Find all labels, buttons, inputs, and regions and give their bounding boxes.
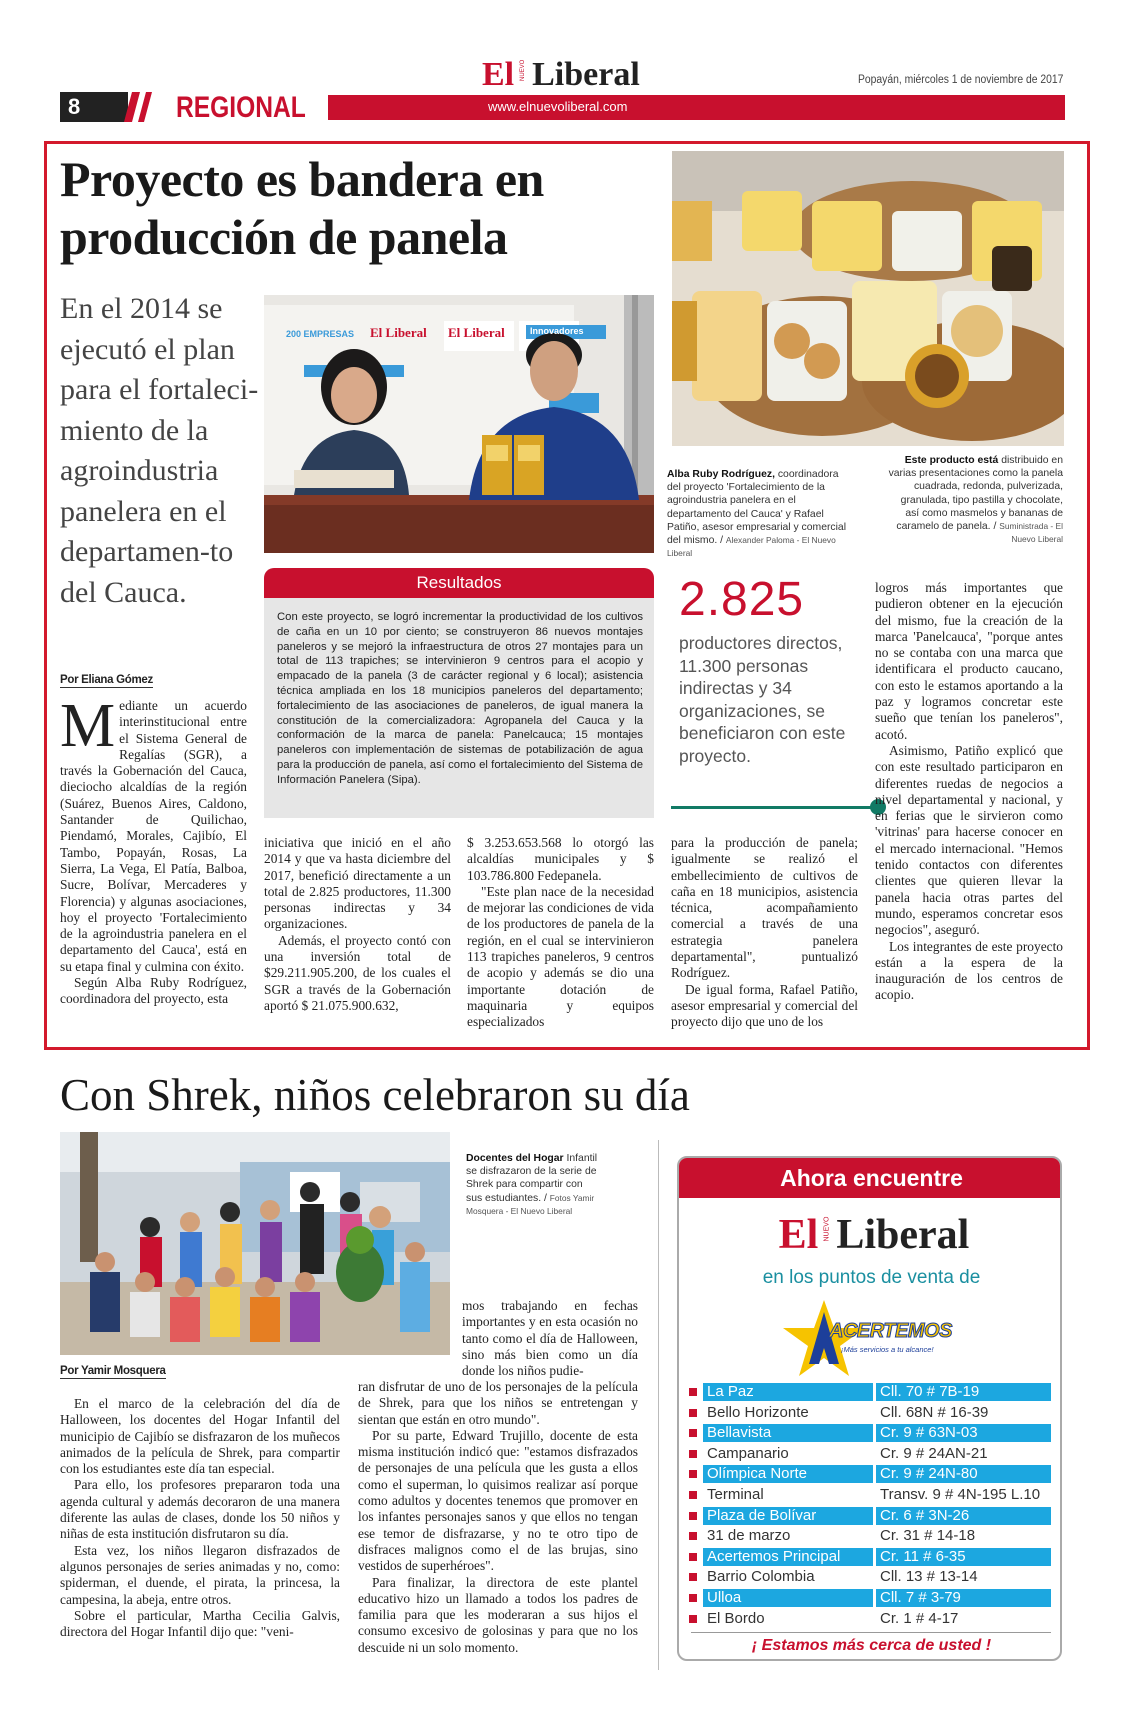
bullet-icon: [689, 1409, 697, 1417]
bullet-icon: [689, 1573, 697, 1581]
article-1-p8: De igual forma, Rafael Patiño, asesor empresarial y comercial del proyecto dijo que uno de los: [671, 981, 858, 1030]
caption-3-credit: Fotos Yamir Mosquera - El Nuevo Liberal: [466, 1192, 595, 1216]
bullet-icon: [689, 1512, 697, 1520]
bullet-icon: [689, 1450, 697, 1458]
locations-list: [687, 1382, 1053, 1629]
article-1-byline: Por Eliana Gómez: [60, 674, 153, 686]
article-1-col-5: [875, 580, 1063, 1004]
acertemos-wordmark: ACERTEMOS: [829, 1320, 952, 1342]
stat-rule: [671, 806, 871, 809]
ad-footer: ¡ Estamos más cerca de usted !: [751, 1637, 992, 1654]
ad-title: Ahora encuentre: [780, 1165, 963, 1191]
caption-1-text: coordinadora del proyecto 'Fortalecimiento de la agroindustria panelera en el departamento del Cauca' y Rafael Patiño, asesor empresarial y comercial del mismo. /: [667, 469, 847, 547]
location-row: [687, 1609, 1053, 1630]
caption-1-lead: Alba Ruby Rodríguez,: [667, 469, 775, 480]
article-2-p5: mos trabajando en fechas importantes y en esta ocasión no tanto como el día de Halloween, sino más bien como un día donde los niños pudie-: [462, 1298, 638, 1379]
location-row: [687, 1485, 1053, 1506]
article-1-deck: En el 2014 se ejecutó el plan para el fortaleci-miento de la agroindustria panelera en el departamen-to del Cauca.: [60, 292, 259, 609]
location-row: [687, 1567, 1053, 1588]
caption-2-text: distribuido en varias presentaciones como la panela cuadrada, redonda, pulverizada, granulada, tipo pastilla y chocolate, así como masmelos y bananas de caramelo de panela. /: [888, 455, 1063, 533]
header-red-bar: [328, 95, 1065, 120]
logo: [482, 58, 640, 94]
photo-panela-products: [672, 151, 1064, 446]
logo-nuevo: NUEVO: [520, 59, 527, 81]
bullet-icon: [689, 1553, 697, 1561]
article-1-col-4: [671, 835, 858, 1031]
photo-2-caption: [888, 454, 1063, 546]
caption-3-lead: Docentes del Hogar: [466, 1153, 564, 1164]
article-2-col-2-top: [462, 1298, 638, 1379]
section-title: REGIONAL: [176, 91, 306, 124]
results-box: [264, 568, 654, 818]
article-2-p8: Para finalizar, la directora de este plantel educativo hizo un llamado a todos los padres de familia para que les moderaran a sus hijos el consumo excesivo de golosinas y para que no los descuide ni un solo momento.: [358, 1574, 638, 1655]
article-1-p3: iniciativa que inició en el año 2014 y que va hasta diciembre del 2017, benefició directamente a un total de 2.825 productores, 11.300 personas indirectas y 34 organizaciones.: [264, 835, 451, 932]
article-1-headline: Proyecto es bandera en producción de panela: [60, 151, 544, 265]
location-row: [687, 1382, 1053, 1403]
location-address: Cr. 6 # 3N-26: [876, 1507, 1051, 1525]
photo-sign-4: Innovadores: [530, 326, 584, 336]
acertemos-tagline: ¡Más servicios a tu alcance!: [841, 1345, 934, 1354]
location-name: 31 de marzo: [707, 1527, 791, 1545]
bullet-icon: [689, 1594, 697, 1602]
location-address: Cr. 31 # 14-18: [880, 1527, 976, 1545]
bullet-icon: [689, 1470, 697, 1478]
location-address: Transv. 9 # 4N-195 L.10: [880, 1485, 1041, 1503]
caption-1-credit: Alexander Paloma - El Nuevo Liberal: [667, 535, 836, 559]
ad-list-rule: [691, 1632, 1051, 1633]
results-text: Con este proyecto, se logró incrementar la productividad de los cultivos de caña en un 10 por ciento; se construyeron 86 nuevos montajes paneleros y se mejoró la infraestructura de otros 27 montajes para un total de 113 trapiches; se intervinieron 9 centros para el acopio y empacado de la panela (3 de carácter regional y 6 local); asistencia técnica ampliada en los 18 municipios paneleros del departamento; fortalecimiento de las asociaciones de paneleros, de igual manera la constitución de la comercializadora: Agropanela del Cauca y la conformación de la marca de panela: Panelcauca; 15 montajes paneleros con implementación de sistemas de potabilización de agua para la producción de panela, así como el fortalecimiento del Sistema de Información Panelera (Sipa).: [277, 611, 643, 786]
location-row: [687, 1444, 1053, 1465]
photo-sign-3: El Liberal: [448, 325, 505, 340]
location-address: Cll. 70 # 7B-19: [876, 1383, 1051, 1401]
article-1-p10: Asimismo, Patiño explicó que con este resultado participaron en diferentes ruedas de negocios a nivel departamental y nacional, y en ferias que le sirvieron como 'vitrinas' para hacerse conocer en el mercado internacional. "Hemos tenido contactos con diferentes clientes que quieren llevar la panela hacia otras partes del mundo, esperamos concretar esos negocios", aseguró.: [875, 742, 1063, 938]
article-1-p11: Los integrantes de este proyecto están a la espera de la inauguración de los centros de acopio.: [875, 938, 1063, 1003]
article-1-p6: "Este plan nace de la necesidad de mejorar las condiciones de vida de los productores de panela de la región, en el cual se intervinieron 113 trapiches paneleros, 9 centros de acopio y además se dio una importante dotación de maquinaria y equipos especializados: [467, 883, 654, 1030]
logo-liberal: Liberal: [532, 56, 640, 93]
ad-subtitle: en los puntos de venta de: [762, 1267, 981, 1288]
location-name: Campanario: [707, 1444, 789, 1462]
location-name: El Bordo: [707, 1609, 765, 1627]
stat-text: productores directos, 11.300 personas indirectas y 34 organizaciones, se beneficiaron con este proyecto.: [679, 633, 846, 766]
caption-3-text: Infantil se disfrazaron de la serie de Shrek para compartir con sus estudiantes. /: [466, 1153, 598, 1204]
acertemos-logo: [779, 1298, 979, 1378]
bullet-icon: [689, 1532, 697, 1540]
location-address: Cll. 7 # 3-79: [876, 1589, 1051, 1607]
article-2-p2: Para ello, los profesores prepararon toda una agenda cultural y además decoraron de una manera diferente las aulas de clases, donde los 50 niños y niñas de esta institución disfrutaron su día.: [60, 1477, 340, 1542]
page-number: 8: [68, 94, 81, 119]
column-divider: [658, 1140, 659, 1670]
location-row: [687, 1547, 1053, 1568]
location-name: Barrio Colombia: [707, 1568, 815, 1586]
website-url[interactable]: www.elnuevoliberal.com: [488, 99, 628, 114]
location-address: Cll. 13 # 13-14: [880, 1568, 978, 1586]
article-1-col-1: [60, 692, 247, 1008]
page-header: [0, 0, 1125, 125]
bullet-icon: [689, 1615, 697, 1623]
article-1-p2: Según Alba Ruby Rodríguez, coordinadora del proyecto, esta: [60, 975, 247, 1007]
photo-sign-1: 200 EMPRESAS: [286, 329, 355, 339]
photo-shrek-children: [60, 1132, 450, 1355]
article-1-p5: $ 3.253.653.568 lo otorgó las alcaldías municipales y $ 103.786.800 Fedepanela.: [467, 835, 654, 883]
article-1-p1: ediante un acuerdo interinstitucional entre el Sistema General de Regalías (SGR), a través la Gobernación del Cauca, dieciocho alcaldías de la región (Suárez, Buenos Aires, Caldono, Santander de Quilichao, Piendamó, Morales, Cajibío, El Tambo, Popayán, Rosas, La Sierra, La Vega, El Patía, Balboa, Sucre, Bolívar, Mercaderes y Florencia) y algunas asociaciones, hoy el proyecto 'Fortalecimiento de la agroindustria panelera en el departamento del Cauca', está en su etapa final y culmina con éxito.: [60, 698, 247, 974]
ad-logo: [769, 1213, 979, 1257]
article-1-p7: para la producción de panela; igualmente se realizó el embellecimiento de cultivos de caña en 18 municipios, asistencia técnica, acompañamiento comercial a través de una estrategia panelera departamental", puntualizó Rodríguez.: [671, 835, 858, 981]
ad-logo-nuevo: NUEVO: [823, 1216, 831, 1242]
location-name: Acertemos Principal: [703, 1548, 873, 1566]
location-name: Terminal: [707, 1485, 764, 1503]
location-address: Cr. 9 # 63N-03: [876, 1424, 1051, 1442]
location-row: [687, 1464, 1053, 1485]
article-2-p4: Sobre el particular, Martha Cecilia Galvis, directora del Hogar Infantil dijo que: "veni-: [60, 1607, 340, 1640]
ad-box: [677, 1156, 1062, 1661]
photo-press-conference: [264, 295, 654, 553]
section-stripes: [118, 92, 158, 122]
article-1-col-3: [467, 835, 654, 1031]
location-address: Cr. 9 # 24N-80: [876, 1465, 1051, 1483]
ad-logo-liberal: Liberal: [836, 1212, 970, 1258]
article-2-p6: ran disfrutar de uno de los personajes de la película de Shrek, para que los niños se entretengan y sientan que están en otro mundo".: [358, 1379, 638, 1427]
photo-1-caption: [667, 468, 849, 560]
article-1-col-2: [264, 835, 451, 1014]
location-address: Cll. 68N # 16-39: [880, 1403, 989, 1421]
location-name: Bello Horizonte: [707, 1403, 809, 1421]
caption-2-credit: Suministrada - El Nuevo Liberal: [999, 521, 1063, 545]
location-row: [687, 1588, 1053, 1609]
stat-number: 2.825: [679, 573, 805, 626]
logo-el: El: [482, 56, 515, 93]
article-1-p4: Además, el proyecto contó con una inversión total de $29.211.905.200, de los cuales el SGR a través de la Gobernación aportó $ 21.075.900.632,: [264, 932, 451, 1013]
caption-2-lead: Este producto está: [904, 455, 999, 466]
location-row: [687, 1506, 1053, 1527]
article-2-col-1: [60, 1396, 340, 1640]
article-1-p9: logros más importantes que pudieron obtener en la ejecución del mismo, fue la creación de la marca 'Panelcauca', "porque antes no se contaba con una marca que identificara el producto caucano, con esto le estamos aportando a la paz y logramos concretar este sueño que tenían los paneleros", acotó.: [875, 580, 1063, 742]
location-name: Plaza de Bolívar: [703, 1507, 873, 1525]
dropcap: M: [60, 692, 116, 760]
location-address: Cr. 9 # 24AN-21: [880, 1444, 988, 1462]
ad-logo-el: El: [778, 1212, 819, 1258]
location-name: Ulloa: [703, 1589, 873, 1607]
article-2-p1: En el marco de la celebración del día de Halloween, los docentes del Hogar Infantil del municipio de Cajibío se disfrazaron de los muñecos animados de la película de Shrek, para compartir con los estudiantes este día tan especial.: [60, 1396, 340, 1477]
location-address: Cr. 11 # 6-35: [876, 1548, 1051, 1566]
location-row: [687, 1526, 1053, 1547]
location-row: [687, 1403, 1053, 1424]
location-address: Cr. 1 # 4-17: [880, 1609, 959, 1627]
bullet-icon: [689, 1388, 697, 1396]
article-2-headline: Con Shrek, niños celebraron su día: [60, 1070, 690, 1120]
photo-sign-2: El Liberal: [370, 325, 427, 340]
photo-3-caption: [466, 1152, 601, 1218]
dateline: Popayán, miércoles 1 de noviembre de 2017: [858, 74, 1064, 86]
article-2-col-2: [358, 1379, 638, 1656]
location-name: Bellavista: [703, 1424, 873, 1442]
article-2-p3: Esta vez, los niños llegaron disfrazados de algunos personajes de series animadas y no, como: spiderman, el duende, el pirata, la princesa, la campesina, la abeja, entre otros.: [60, 1542, 340, 1607]
location-row: [687, 1423, 1053, 1444]
article-2-byline: Por Yamir Mosquera: [60, 1365, 166, 1377]
article-2-p7: Por su parte, Edward Trujillo, docente de esta misma institución indicó que: "estamos disfrazados de personajes de una película que les gusta a ellos como el superman, lo quisimos realizar así porque como adultos y docentes tenemos que promover en los infantes personajes sanos y que ellos no tengan ese temor de disfrazarse, y no te otro tipo de disfraces malignos como el de las brujas, sino vestidos de superhéroes".: [358, 1427, 638, 1574]
results-title: Resultados: [416, 573, 502, 592]
location-name: Olímpica Norte: [703, 1465, 873, 1483]
bullet-icon: [689, 1429, 697, 1437]
bullet-icon: [689, 1491, 697, 1499]
location-name: La Paz: [703, 1383, 873, 1401]
